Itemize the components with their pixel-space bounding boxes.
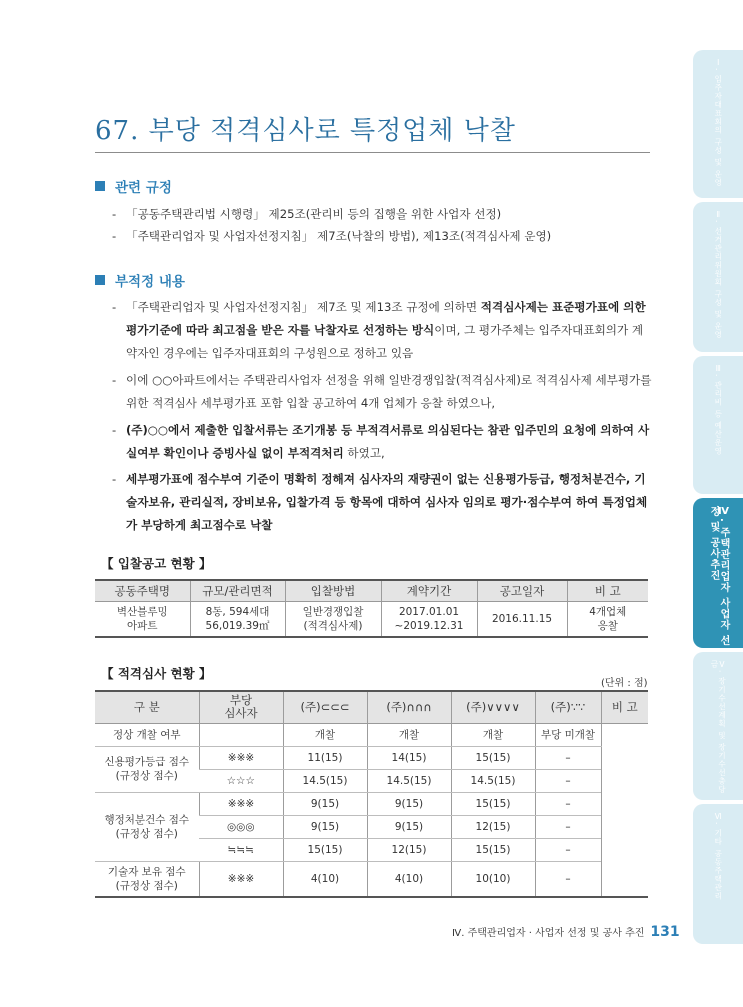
- column-header: 공동주택명: [95, 580, 190, 601]
- table1-caption: 【 입찰공고 현황 】: [101, 556, 212, 571]
- table-cell: 15(15): [451, 838, 535, 861]
- table-cell: 4(10): [283, 861, 367, 897]
- table-cell: 9(15): [283, 792, 367, 815]
- reviewer-cell: ☆☆☆: [199, 769, 283, 792]
- chapter-tab-label: Ⅳ. 주택관리업자 사업자 선정 및 공사추진: [708, 506, 729, 647]
- regulation-item: [112, 203, 652, 226]
- chapter-tab-label: Ⅱ. 선거관리위원회 구성 및 운영: [713, 210, 723, 339]
- table-cell: –: [535, 861, 601, 897]
- table-cell: 부당 미개찰: [535, 723, 601, 746]
- table-cell: 4개업체 응찰: [567, 601, 648, 637]
- chapter-tabs: [693, 50, 743, 948]
- column-header: 입찰방법: [285, 580, 381, 601]
- reviewer-cell: ◎◎◎: [199, 815, 283, 838]
- table-cell: 벽산블루밍 아파트: [116, 605, 168, 632]
- dash-icon: -: [112, 472, 117, 486]
- reviewer-cell: [199, 723, 283, 746]
- page-number: 131: [650, 924, 680, 940]
- table2-caption: 【 적격심사 현황 】: [101, 666, 212, 681]
- column-header: (주)⊂⊂⊂: [283, 691, 367, 723]
- issue-text-bold: 세부평가표에 점수부여 기준이 명확히 정해져 심사자의 재량권이 없는 신용평가등급, 행정처분건수, 기술자보유, 관리실적, 장비보유, 입찰가격 등 항목에 대하여 심사자 임의로 평가·점수부여 하여 특정업체가 부당하게 최고점수로 낙찰: [126, 472, 648, 532]
- table-cell: –: [535, 746, 601, 769]
- remarks-cell: [601, 723, 648, 897]
- qualification-review-table: [95, 690, 648, 898]
- square-bullet-icon: [95, 275, 105, 285]
- page-footer: [452, 924, 680, 940]
- row-label: 기술자 보유 점수 (규정상 점수): [107, 865, 186, 892]
- table-row: [95, 723, 648, 746]
- issue-item: [112, 296, 652, 365]
- chapter-tab-5[interactable]: [693, 652, 743, 800]
- table-header-row: [95, 580, 648, 601]
- column-header: 규모/관리면적: [190, 580, 285, 601]
- chapter-tab-3[interactable]: [693, 356, 743, 494]
- table-row: [95, 792, 648, 815]
- table-cell: 9(15): [367, 815, 451, 838]
- unit-label: (단위 : 점): [601, 678, 648, 689]
- reviewer-cell: ≒≒≒: [199, 838, 283, 861]
- table-cell: 15(15): [451, 746, 535, 769]
- row-label: 정상 개찰 여부: [95, 723, 199, 746]
- table-cell: –: [535, 815, 601, 838]
- table-cell: 9(15): [283, 815, 367, 838]
- table-cell: 개찰: [283, 723, 367, 746]
- regulation-text: 「주택관리업자 및 사업자선정지침」 제7조(낙찰의 방법), 제13조(적격심사제 운영): [126, 229, 552, 243]
- column-header: 구 분: [95, 691, 199, 723]
- chapter-tab-6[interactable]: [693, 804, 743, 944]
- dash-icon: -: [112, 423, 117, 437]
- table-cell: 14(15): [367, 746, 451, 769]
- chapter-tab-label: Ⅵ. 기타 공동주택관리: [713, 812, 723, 901]
- table-cell: 15(15): [451, 792, 535, 815]
- issue-item: [112, 419, 652, 465]
- square-bullet-icon: [95, 181, 105, 191]
- column-header: 부당 심사자: [199, 691, 283, 723]
- regulation-text: 「공동주택관리법 시행령」 제25조(관리비 등의 집행을 위한 사업자 선정): [126, 207, 502, 221]
- table-cell: 14.5(15): [367, 769, 451, 792]
- row-label: 행정처분건수 점수 (규정상 점수): [95, 792, 199, 861]
- table-cell: 12(15): [451, 815, 535, 838]
- column-header: 비 고: [601, 691, 648, 723]
- column-header: (주)∨∨∨∨: [451, 691, 535, 723]
- table-cell: 12(15): [367, 838, 451, 861]
- table-cell: –: [535, 838, 601, 861]
- table-cell: 4(10): [367, 861, 451, 897]
- table-cell: 15(15): [283, 838, 367, 861]
- table-cell: 8동, 594세대 56,019.39㎡: [190, 601, 285, 637]
- issue-text-plain: 「주택관리업자 및 사업자선정지침」 제7조 및 제13조 규정에 의하면: [126, 300, 481, 314]
- table-cell: 14.5(15): [283, 769, 367, 792]
- bid-notice-table: [95, 579, 648, 638]
- table-cell: 개찰: [367, 723, 451, 746]
- table-cell: 14.5(15): [451, 769, 535, 792]
- table-cell: –: [535, 792, 601, 815]
- table-cell: 2017.01.01 ~2019.12.31: [381, 601, 477, 637]
- table-row: [95, 861, 648, 897]
- footer-chapter-text: Ⅳ. 주택관리업자 · 사업자 선정 및 공사 추진: [452, 928, 645, 939]
- chapter-tab-1[interactable]: [693, 50, 743, 198]
- chapter-tab-label: Ⅰ. 입주자대표회의 구성 및 운영: [713, 58, 723, 187]
- issue-text: [112, 296, 652, 365]
- table-cell: –: [535, 769, 601, 792]
- table-row: [95, 601, 648, 637]
- column-header: 계약기간: [381, 580, 477, 601]
- regulation-item: [112, 225, 652, 248]
- section-heading-text: 관련 규정: [115, 180, 172, 196]
- page-title: 67. 부당 적격심사로 특정업체 낙찰: [95, 116, 516, 146]
- reviewer-cell: ※※※: [199, 746, 283, 769]
- column-header: (주)∩∩∩: [367, 691, 451, 723]
- reviewer-cell: ※※※: [199, 861, 283, 897]
- dash-icon: -: [112, 373, 117, 387]
- chapter-tab-2[interactable]: [693, 202, 743, 352]
- column-header: (주)∵∵: [535, 691, 601, 723]
- table-cell: 개찰: [451, 723, 535, 746]
- issue-text-plain: 이며, 그 평가주체는 입주자대표회의가 계약자인 경우에는 입주자대표회의 구성원으로 정하고 있음: [126, 323, 644, 360]
- title-divider: [95, 152, 650, 153]
- section-heading-issues: [95, 270, 185, 290]
- issue-item: [112, 369, 652, 415]
- dash-icon: -: [112, 207, 117, 221]
- chapter-tab-label: Ⅲ. 관리비 등 예산운영: [713, 364, 723, 456]
- section-heading-regulations: [95, 176, 172, 196]
- table-cell: 9(15): [367, 792, 451, 815]
- column-header: 비 고: [567, 580, 648, 601]
- table-header-row: [95, 691, 648, 723]
- dash-icon: -: [112, 229, 117, 243]
- dash-icon: -: [112, 300, 117, 314]
- table-cell: 11(15): [283, 746, 367, 769]
- row-label: 신용평가등급 점수 (규정상 점수): [95, 746, 199, 792]
- issue-text-bold: 적격심사제는 표준평가표에 의한 평가기준에 따라 최고점을 받은 자를 낙찰자로 선정하는 방식: [126, 300, 646, 337]
- issue-text-bold: (주)○○에서 제출한 입찰서류는 조기개봉 등 부적격서류로 의심된다는 참관 입주민의 요청에 의하여 사실여부 확인이나 증빙사실 없이 부적격처리: [126, 423, 650, 460]
- chapter-tab-label: Ⅴ. 장기수선계획 및 장기수선충당금: [710, 660, 727, 795]
- issue-text-plain: 하였고,: [343, 446, 385, 460]
- section-heading-text: 부적정 내용: [115, 274, 185, 290]
- table-cell: 2016.11.15: [477, 601, 567, 637]
- table-cell: 일반경쟁입찰 (적격심사제): [285, 601, 381, 637]
- chapter-tab-4-active[interactable]: [693, 498, 743, 648]
- table-cell: 10(10): [451, 861, 535, 897]
- reviewer-cell: ※※※: [199, 792, 283, 815]
- issue-text: [112, 419, 652, 465]
- issue-item: [112, 468, 652, 537]
- table-row: [95, 746, 648, 769]
- issue-text: 이에 ○○아파트에서는 주택관리사업자 선정을 위해 일반경쟁입찰(적격심사제)로 적격심사제 세부평가를 위한 적격심사 세부평가표 포함 입찰 공고하여 4개 업체가 응찰 하였으나,: [126, 373, 652, 410]
- column-header: 공고일자: [477, 580, 567, 601]
